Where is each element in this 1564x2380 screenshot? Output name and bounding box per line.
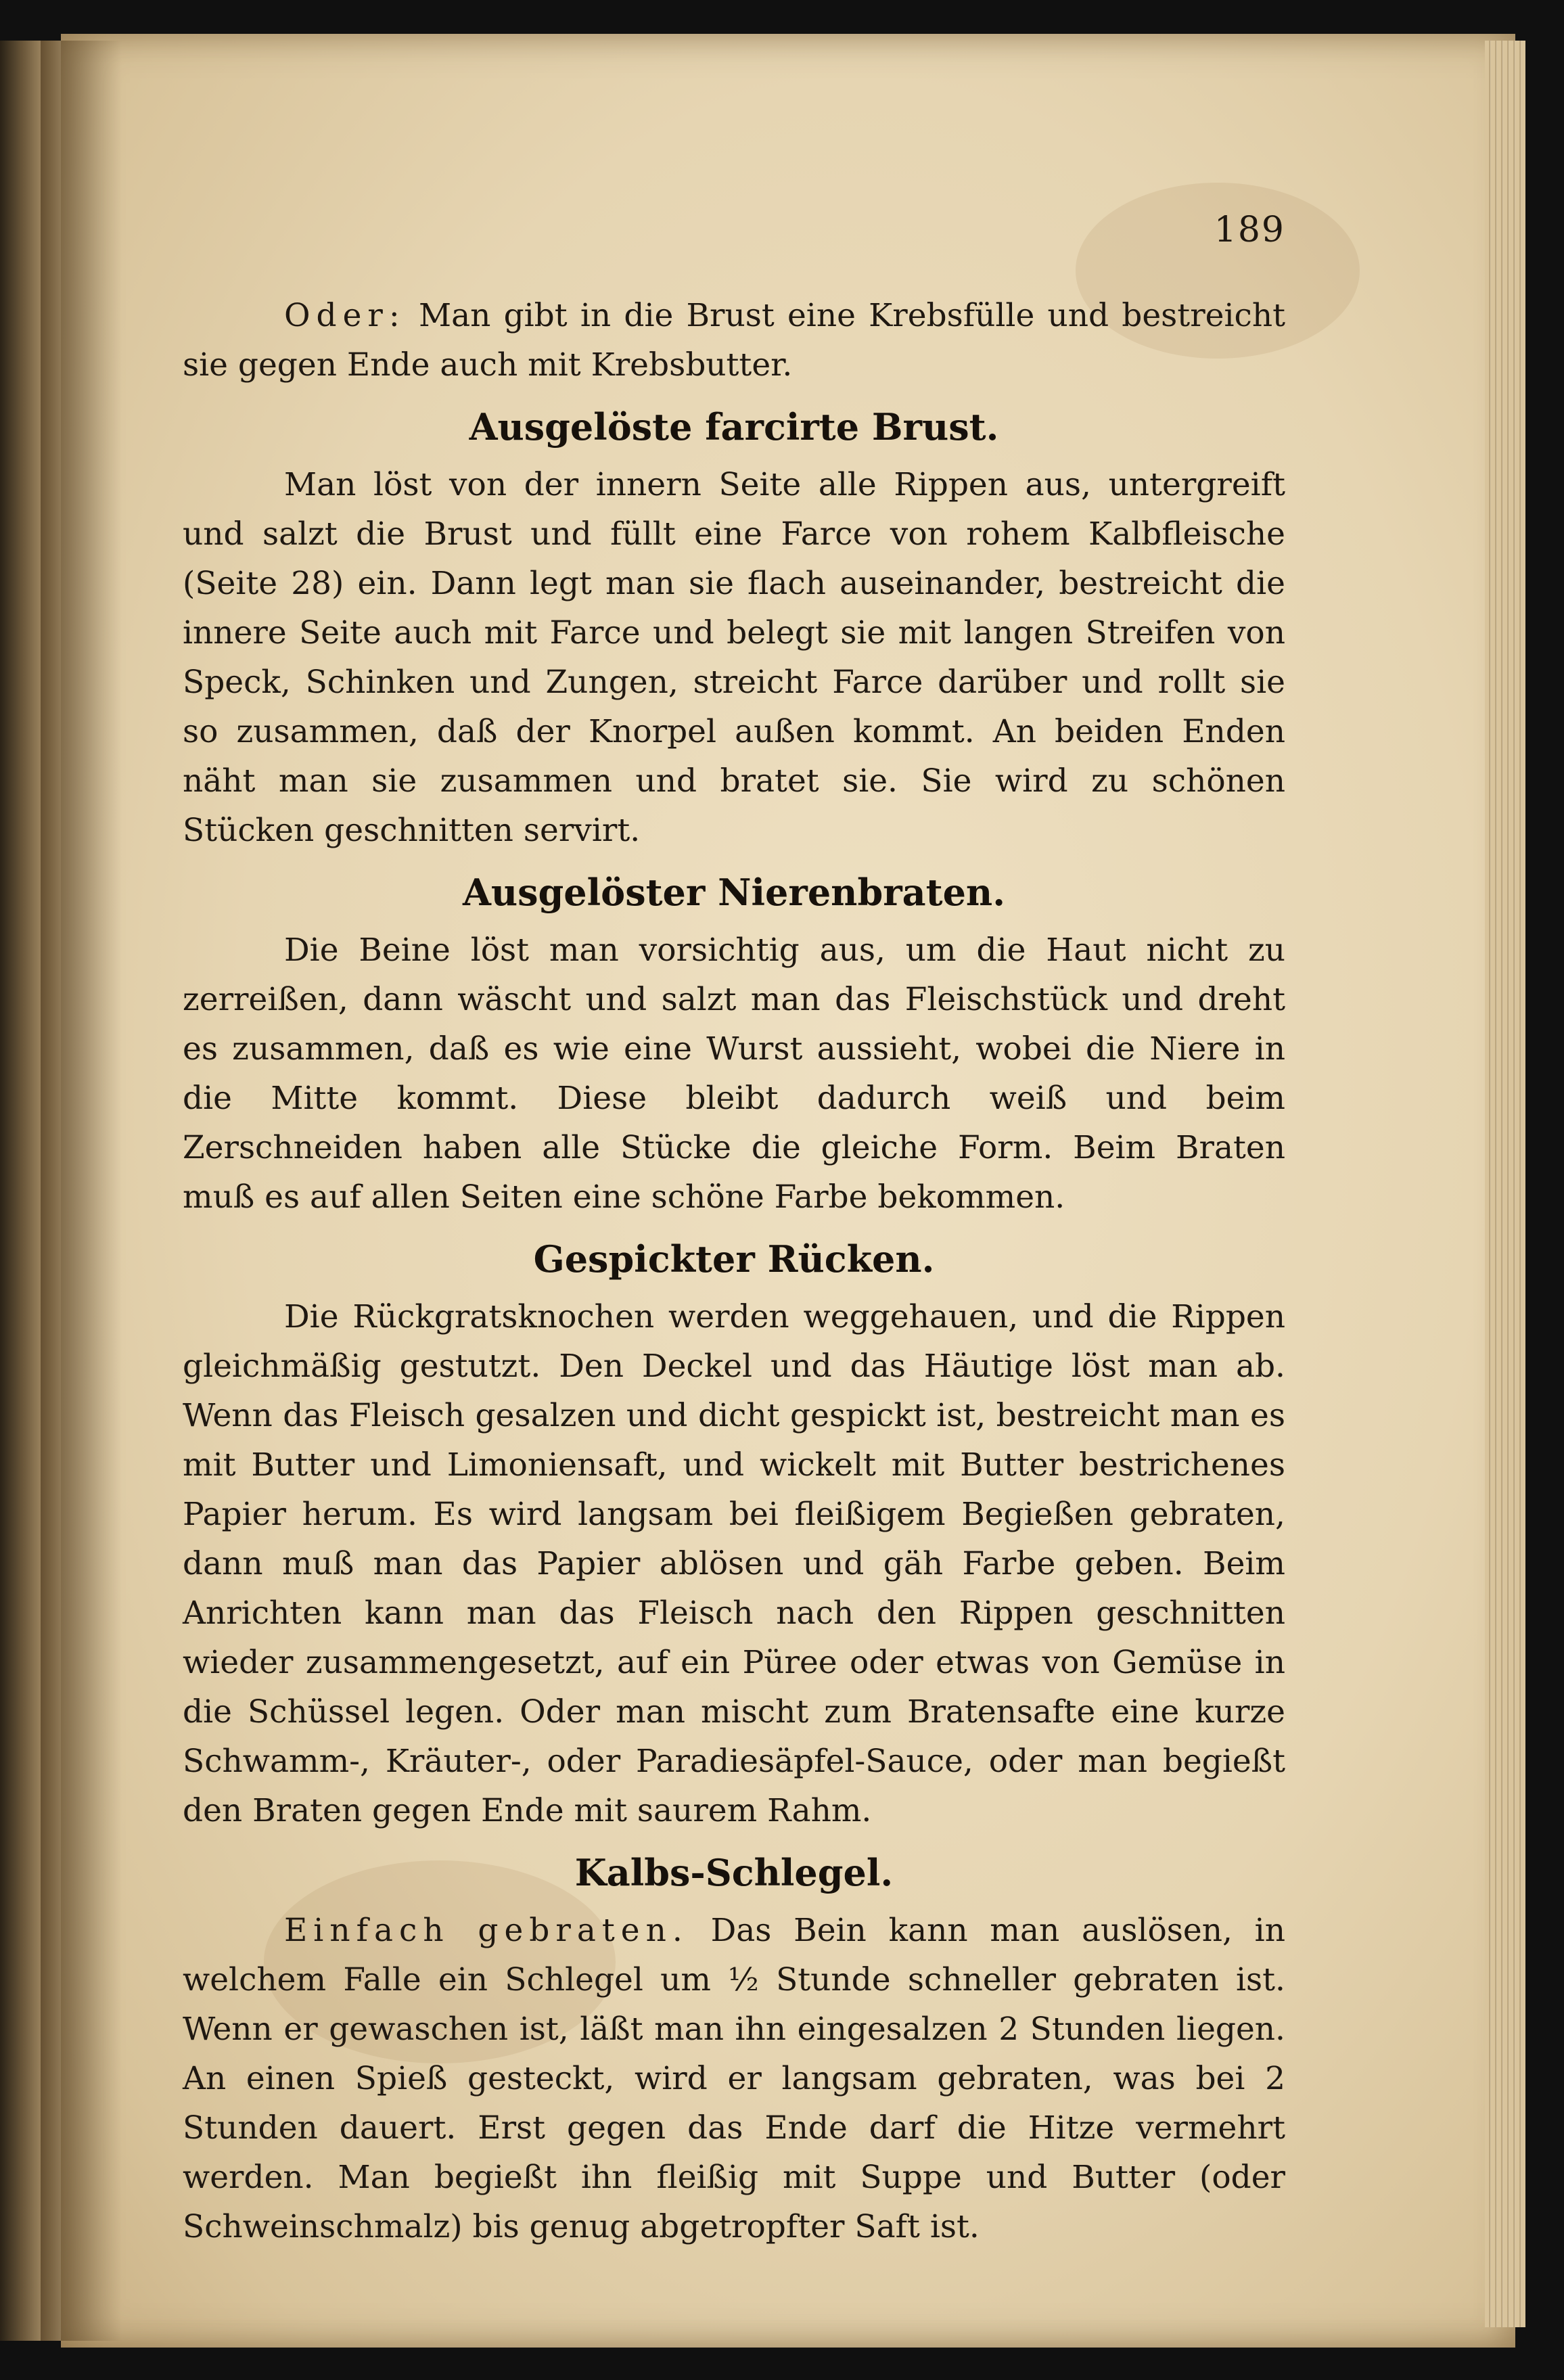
paragraph-kalbs-schlegel: [183, 1906, 1285, 2251]
paragraph-text: Man gibt in die Brust eine Krebsfülle und bestreicht sie gegen Ende auch mit Krebsbutter.: [183, 297, 1285, 384]
paragraph-text: Das Bein kann man auslösen, in welchem Falle ein Schlegel um ½ Stunde schneller gebraten ist. Wenn er gewaschen ist, läßt man ihn eingesalzen 2 Stunden liegen. An einen Spieß gesteckt, wird er langsam gebraten, was bei 2 Stunden dauert. Erst gegen das Ende darf die Hitze vermehrt werden. Man begießt ihn fleißig mit Suppe und Butter (oder Schweinschmalz) bis genug abgetropfter Saft ist.: [183, 1912, 1285, 2245]
paragraph-farcirte-brust: Man löst von der innern Seite alle Rippen aus, untergreift und salzt die Brust und füllt eine Farce von rohem Kalbfleische (Seite 28) ein. Dann legt man sie flach auseinander, bestreicht die innere Seite auch mit Farce und belegt sie mit langen Streifen von Speck, Schinken und Zungen, streicht Farce darüber und rollt sie so zusammen, daß der Knorpel außen kommt. An beiden Enden näht man sie zusammen und bratet sie. Sie wird zu schönen Stücken geschnitten servirt.: [183, 466, 1285, 849]
paragraph-nierenbraten: Die Beine löst man vorsichtig aus, um die Haut nicht zu zerreißen, dann wäscht und salzt man das Fleischstück und dreht es zusammen, daß es wie eine Wurst aussieht, wobei die Niere in die Mitte kommt. Diese bleibt dadurch weiß und beim Zerschneiden haben alle Stücke die gleiche Form. Beim Braten muß es auf allen Seiten eine schöne Farbe bekommen.: [183, 932, 1285, 1216]
page-block-edges: [1485, 41, 1525, 2327]
lead-phrase: Einfach gebraten.: [284, 1912, 689, 1949]
heading-nierenbraten: Ausgelöster Nierenbraten.: [462, 871, 1005, 914]
paragraph-krebsfuelle: [183, 291, 1285, 390]
lead-word: Oder:: [284, 297, 406, 334]
heading-kalbs-schlegel: Kalbs-Schlegel.: [574, 1851, 894, 1894]
paragraph-gespickter-ruecken: Die Rückgratsknochen werden weggehauen, und die Rippen gleichmäßig gestutzt. Den Deckel und das Häutige löst man ab. Wenn das Fleisch gesalzen und dicht gespickt ist, bestreicht man es mit Butter und Limoniensaft, und wickelt mit Butter bestrichenes Papier herum. Es wird langsam bei fleißigem Begießen gebraten, dann muß man das Papier ablösen und gäh Farbe geben. Beim Anrichten kann man das Fleisch nach den Rippen geschnitten wieder zusammengesetzt, auf ein Püree oder etwas von Gemüse in die Schüssel legen. Oder man mischt zum Bratensafte eine kurze Schwamm-, Kräuter-, oder Paradiesäpfel-Sauce, oder man begießt den Braten gegen Ende mit saurem Rahm.: [183, 1298, 1285, 1829]
heading-farcirte-brust: Ausgelöste farcirte Brust.: [469, 405, 999, 449]
page-text: [183, 291, 1285, 2251]
gutter-shadow: [41, 41, 122, 2341]
page-number: 189: [1214, 210, 1285, 250]
heading-gespickter-ruecken: Gespickter Rücken.: [533, 1237, 935, 1281]
